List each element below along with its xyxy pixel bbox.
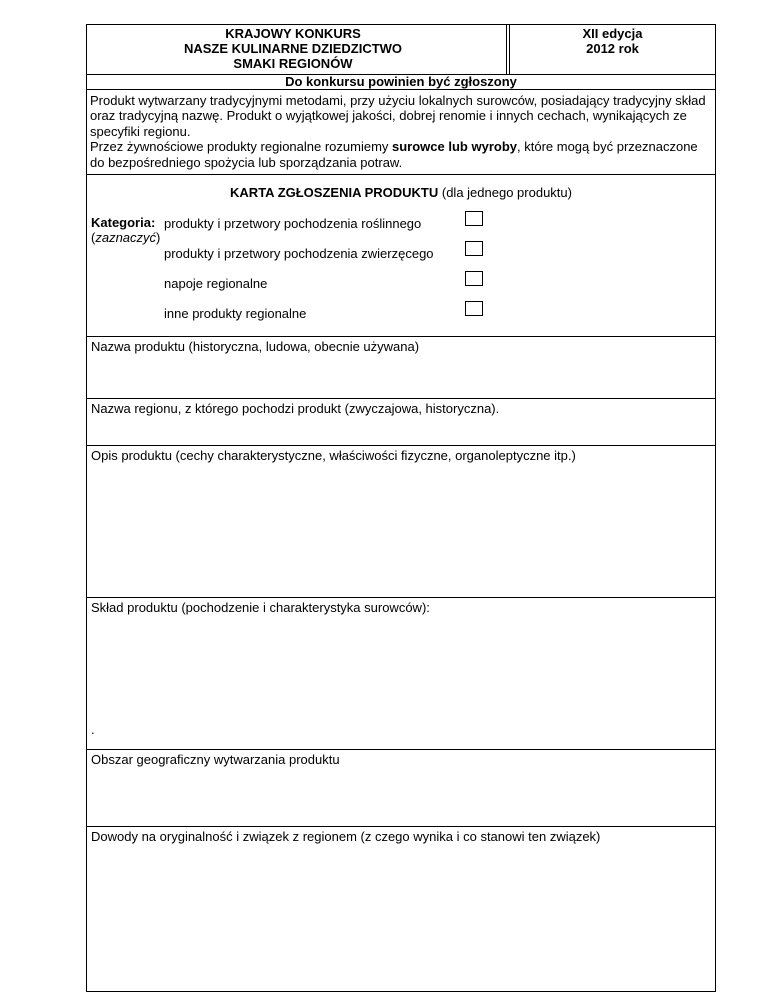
product-composition-field[interactable] [87, 597, 715, 750]
product-name-field[interactable] [87, 336, 715, 399]
region-name-field[interactable] [87, 398, 715, 446]
edition-label: XII edycja [582, 26, 643, 41]
card-title-rest: (dla jednego produktu) [438, 185, 572, 200]
category-option-plant: produkty i przetwory pochodzenia roślinnego [164, 216, 422, 231]
region-name-label: Nazwa regionu, z którego pochodzi produkt (zwyczajowa, historyczna). [91, 401, 500, 416]
checkbox-other[interactable] [465, 301, 483, 316]
form-header [87, 25, 715, 75]
intro-text [87, 90, 715, 175]
category-label-bold: Kategoria: [91, 215, 156, 230]
product-card [87, 175, 715, 337]
entry-form [86, 24, 716, 992]
composition-dot: . [91, 722, 95, 737]
category-label: Kategoria: (zaznaczyć) [91, 215, 161, 245]
card-title [87, 185, 715, 200]
evidence-label: Dowody na oryginalność i związek z regionem (z czego wynika i co stanowi ten związek) [91, 829, 601, 844]
checkbox-drinks[interactable] [465, 271, 483, 286]
intro-paragraph-2 [90, 139, 712, 170]
intro-p2-suffix: , które mogą być przeznaczone do bezpośredniego spożycia lub sporządzania potraw. [90, 139, 698, 170]
card-title-bold: KARTA ZGŁOSZENIA PRODUKTU [230, 185, 439, 200]
category-option-animal: produkty i przetwory pochodzenia zwierzęcego [164, 246, 434, 261]
checkbox-animal[interactable] [465, 241, 483, 256]
intro-paragraph-1: Produkt wytwarzany tradycyjnymi metodami, przy użyciu lokalnych surowców, posiadający tradycyjny skład oraz tradycyjną nazwę. Produkt o wyjątkowej jakości, dobrej renomie i innych cechach, wynikających ze specyfiki regionu. [90, 93, 706, 139]
contest-title-line3: SMAKI REGIONÓW [233, 56, 353, 71]
geographic-area-label: Obszar geograficzny wytwarzania produktu [91, 752, 340, 767]
checkbox-plant[interactable] [465, 211, 483, 226]
edition-info [509, 25, 715, 75]
evidence-field[interactable] [87, 826, 715, 992]
product-description-label: Opis produktu (cechy charakterystyczne, właściwości fizyczne, organoleptyczne itp.) [91, 448, 576, 463]
contest-title [87, 25, 507, 74]
notice-heading: Do konkursu powinien być zgłoszony [87, 74, 715, 90]
product-name-label: Nazwa produktu (historyczna, ludowa, obecnie używana) [91, 339, 420, 354]
category-hint: zaznaczyć [95, 230, 157, 245]
geographic-area-field[interactable] [87, 749, 715, 827]
contest-title-line1: KRAJOWY KONKURS [225, 26, 361, 41]
product-composition-label: Skład produktu (pochodzenie i charakterystyka surowców): [91, 600, 430, 615]
category-option-other: inne produkty regionalne [164, 306, 307, 321]
category-option-drinks: napoje regionalne [164, 276, 268, 291]
contest-title-line2: NASZE KULINARNE DZIEDZICTWO [183, 41, 403, 56]
year-label: 2012 rok [586, 41, 639, 56]
intro-p2-bold: surowce lub wyroby [392, 139, 517, 155]
product-description-field[interactable] [87, 445, 715, 598]
intro-p2-prefix: Przez żywnościowe produkty regionalne rozumiemy [90, 139, 393, 155]
